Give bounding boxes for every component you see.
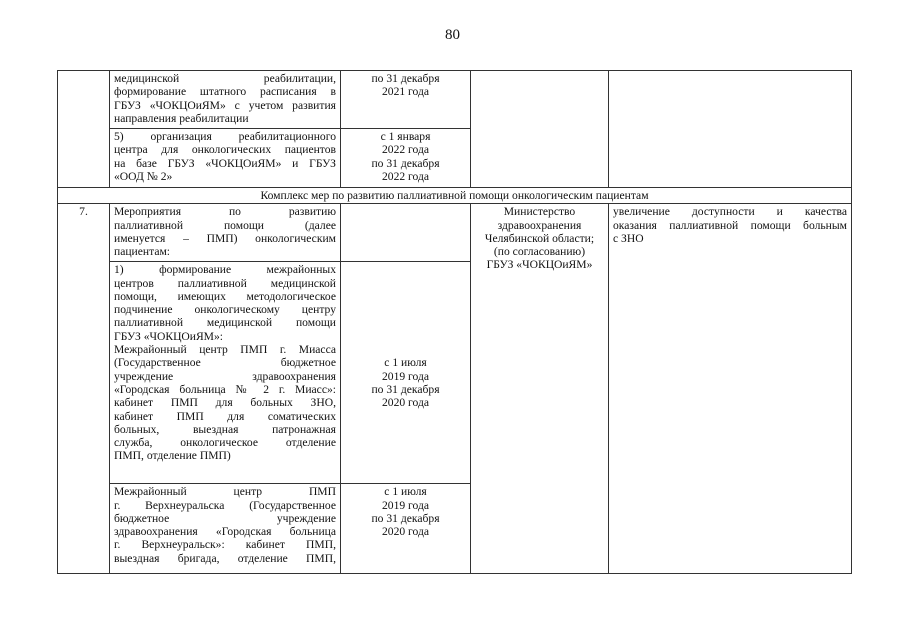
activity-line: Межрайонный центр ПМП (114, 485, 336, 499)
term-line: 2019 года (381, 369, 430, 383)
term-cell (341, 129, 471, 188)
activity-line: ПМП, отделение ПМП) (114, 449, 231, 463)
responsible-line: здравоохранения (497, 218, 582, 232)
activity-line: центров паллиативной медицинской (114, 276, 336, 290)
activity-line: паллиативной медицинской помощи (114, 316, 336, 330)
table-row (58, 71, 852, 129)
activity-line: «Городская больница № 2 г. Миасс»: (114, 382, 336, 396)
activity-line: больных, выездная патронажная (114, 422, 336, 436)
responsible-line: (по согласованию) (493, 245, 586, 259)
activity-line: г. Верхнеуральск»: кабинет ПМП, (114, 538, 336, 552)
result-line: оказания паллиативной помощи больным (613, 218, 847, 232)
activity-line: «ООД № 2» (114, 169, 173, 183)
activity-line: учреждение здравоохранения (114, 369, 336, 383)
activity-line: бюджетное учреждение (114, 511, 336, 525)
activity-line: выездная бригада, отделение ПМП, (114, 551, 336, 565)
responsible-cell (471, 204, 609, 574)
activity-line: ГБУЗ «ЧОКЦОиЯМ» с учетом развития (114, 98, 336, 112)
activity-cell (110, 484, 341, 574)
activity-line: служба, онкологическое отделение (114, 436, 336, 450)
activity-line: 5) организация реабилитационного (114, 130, 336, 143)
activity-line: именуется – ПМП) онкологическим (114, 231, 336, 245)
term-cell (341, 262, 471, 484)
activity-line: кабинет ПМП для больных ЗНО, (114, 396, 336, 410)
responsible-line: Челябинской области; (484, 231, 595, 245)
activity-line: паллиативной помощи (далее (114, 218, 336, 232)
activity-cell (110, 204, 341, 262)
term-line: 2022 года (381, 169, 430, 183)
term-cell (341, 204, 471, 262)
term-line: 2020 года (381, 525, 430, 539)
activity-cell (110, 129, 341, 188)
activity-line: здравоохранения «Городская больница (114, 525, 336, 539)
term-line: с 1 января (380, 130, 431, 143)
term-line: 2021 года (381, 85, 430, 99)
activity-line: пациентам: (114, 245, 171, 259)
activity-line: формирование штатного расписания в (114, 85, 336, 99)
section-title: Комплекс мер по развитию паллиативной помощи онкологическим пациентам (58, 188, 852, 204)
responsible-line: ГБУЗ «ЧОКЦОиЯМ» (486, 258, 593, 272)
term-line: 2020 года (381, 396, 430, 410)
activity-line: направления реабилитации (114, 111, 249, 125)
result-line: увеличение доступности и качества (613, 205, 847, 219)
plan-table (57, 70, 852, 574)
term-cell (341, 71, 471, 129)
section-header-row (58, 188, 852, 204)
term-line: 2019 года (381, 498, 430, 512)
term-line: по 31 декабря (371, 72, 440, 85)
activity-cell (110, 71, 341, 129)
table-row (58, 204, 852, 262)
activity-line: кабинет ПМП для соматических (114, 409, 336, 423)
term-line: по 31 декабря (371, 382, 440, 396)
result-line: с ЗНО (613, 231, 644, 245)
activity-line: центра для онкологических пациентов (114, 143, 336, 157)
responsible-line: Министерство (503, 205, 576, 219)
term-line: с 1 июля (384, 356, 427, 370)
term-line: 2022 года (381, 143, 430, 157)
term-line: с 1 июля (384, 485, 427, 499)
activity-line: Межрайонный центр ПМП г. Миасса (114, 343, 336, 357)
activity-line: Мероприятия по развитию (114, 205, 336, 219)
activity-line: подчинение онкологическому центру (114, 303, 336, 317)
result-cell (609, 204, 852, 574)
activity-line: помощи, имеющих методологическое (114, 289, 336, 303)
responsible-cell (471, 71, 609, 188)
term-cell (341, 484, 471, 574)
activity-line: на базе ГБУЗ «ЧОКЦОиЯМ» и ГБУЗ (114, 156, 336, 170)
activity-line: г. Верхнеуральска (Государственное (114, 498, 336, 512)
term-line: по 31 декабря (371, 156, 440, 170)
activity-line: (Государственное бюджетное (114, 356, 336, 370)
page-number: 80 (445, 27, 460, 43)
activity-line: 1) формирование межрайонных (114, 263, 336, 277)
number-cell: 7. (58, 204, 110, 574)
activity-line: ГБУЗ «ЧОКЦОиЯМ»: (114, 329, 224, 343)
activity-line: медицинской реабилитации, (114, 72, 336, 85)
activity-cell (110, 262, 341, 484)
term-line: по 31 декабря (371, 511, 440, 525)
result-cell (609, 71, 852, 188)
number-cell (58, 71, 110, 188)
